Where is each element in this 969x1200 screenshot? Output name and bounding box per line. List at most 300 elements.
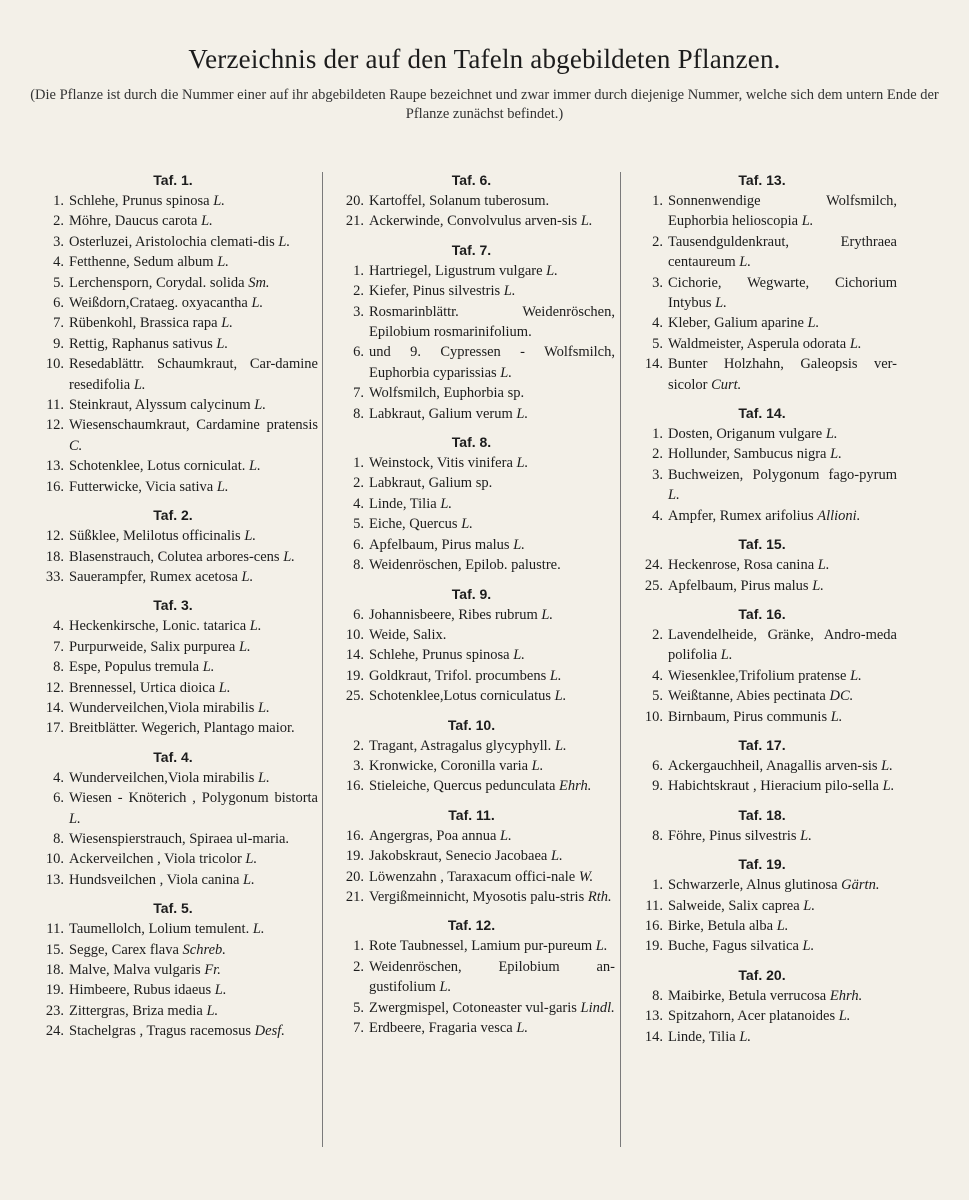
entry-text — [69, 678, 318, 698]
entry-number: 14. — [644, 1028, 663, 1045]
plate-heading: Taf. 17. — [738, 736, 786, 753]
entry-text — [369, 776, 615, 796]
plant-name: Vergißmeinnicht, Myosotis palu-stris — [369, 888, 585, 905]
plant-name: Apfelbaum, Pirus malus — [369, 536, 510, 553]
entry-text — [369, 666, 615, 686]
plant-entry — [328, 846, 615, 866]
author-abbreviation: Rth. — [587, 888, 612, 905]
entry-number: 8. — [652, 987, 663, 1004]
plate-heading: Taf. 3. — [153, 597, 193, 614]
plant-entry — [328, 404, 615, 424]
entry-text — [369, 686, 615, 706]
entry-number: 18. — [45, 962, 64, 978]
entry-text — [668, 625, 897, 666]
entry-number: 6. — [652, 757, 663, 774]
entry-text — [69, 456, 318, 476]
author-abbreviation: L. — [595, 938, 608, 955]
entry-text — [369, 514, 615, 534]
plant-name: Ackerveilchen , Viola tricolor — [69, 851, 242, 868]
plant-entry — [328, 625, 615, 645]
plant-name: Wiesen - Knöterich , Polygonum bistorta — [69, 790, 318, 807]
author-abbreviation: L. — [551, 848, 563, 865]
plate-section — [627, 534, 897, 596]
column-middle — [328, 170, 615, 1155]
entry-number: 21. — [345, 213, 364, 230]
entry-text — [668, 896, 897, 916]
author-abbreviation: Curt. — [711, 376, 742, 393]
plant-entry — [28, 313, 318, 333]
plant-entry — [627, 506, 897, 526]
column-right — [627, 170, 897, 1155]
plant-entry — [28, 960, 318, 980]
plant-name: Wiesenklee,Trifolium pratense — [668, 667, 847, 684]
entry-number: 6. — [353, 536, 364, 553]
plant-name: Cichorie, Wegwarte, Cichorium Intybus — [668, 274, 897, 312]
entry-number: 2. — [353, 958, 364, 975]
plate-heading: Taf. 10. — [447, 716, 496, 733]
author-abbreviation: L. — [217, 254, 229, 271]
entry-text — [369, 936, 615, 956]
entry-number: 20. — [345, 193, 364, 209]
plant-entry — [328, 473, 615, 493]
plant-name: Himbeere, Rubus idaeus — [69, 982, 212, 999]
plant-name: Heckenkirsche, Lonic. tatarica — [69, 618, 247, 635]
entry-number: 17. — [45, 720, 64, 737]
entry-number: 1. — [353, 455, 364, 472]
plant-name: Tausendguldenkraut, Erythraea centaureum — [668, 233, 897, 271]
entry-text — [369, 756, 615, 776]
plant-name: Zwergmispel, Cotoneaster vul-garis — [369, 999, 577, 1016]
plant-entry — [627, 576, 897, 596]
entry-text — [668, 232, 897, 273]
author-abbreviation: L. — [69, 810, 81, 827]
entry-text — [668, 986, 897, 1006]
entry-text — [69, 616, 318, 636]
plant-entry — [627, 896, 897, 916]
plant-entry — [28, 191, 318, 211]
plant-entry — [28, 768, 318, 788]
plant-name: Erdbeere, Fragaria vesca — [369, 1020, 513, 1036]
plant-index — [0, 170, 969, 1155]
page-subtitle: (Die Pflanze ist durch die Nummer einer auf ihr abgebildeten Raupe bezeichnet und zwar immer durch diejenige Nummer, welche sich dem untern Ende der Pflanze zunächst befindet.) — [30, 87, 939, 122]
author-abbreviation: L. — [817, 557, 830, 574]
entry-number: 2. — [652, 233, 663, 250]
author-abbreviation: L. — [216, 335, 229, 352]
plant-name: Malve, Malva vulgaris — [69, 962, 201, 978]
plant-name: Stachelgras , Tragus racemosus — [69, 1023, 252, 1040]
plant-name: Föhre, Pinus silvestris — [668, 827, 797, 844]
plant-name: Ackerwinde, Convolvulus arven-sis — [369, 213, 578, 230]
author-abbreviation: Fr. — [204, 962, 221, 978]
entry-text — [369, 453, 615, 473]
author-abbreviation: L. — [503, 283, 516, 300]
plant-name: Maibirke, Betula verrucosa — [668, 987, 827, 1004]
entry-text — [668, 686, 897, 706]
plant-entry — [627, 686, 897, 706]
plant-name: Schotenklee,Lotus corniculatus — [369, 688, 552, 705]
plant-entry — [627, 875, 897, 895]
author-abbreviation: L. — [245, 851, 258, 868]
entry-number: 1. — [53, 193, 64, 209]
entry-text — [668, 936, 897, 956]
author-abbreviation: L. — [882, 778, 895, 795]
plant-name: Schotenklee, Lotus corniculat. — [69, 458, 246, 475]
plant-entry — [328, 998, 615, 1018]
entry-text — [69, 252, 318, 272]
entry-number: 2. — [353, 475, 364, 492]
plant-entry — [627, 986, 897, 1006]
entry-number: 7. — [53, 315, 64, 332]
plate-section — [328, 805, 615, 908]
entry-number: 25. — [345, 688, 364, 705]
plant-entry — [328, 211, 615, 231]
entry-text — [369, 887, 615, 907]
entry-number: 2. — [353, 737, 364, 754]
plant-entry — [328, 514, 615, 534]
entry-text — [668, 666, 897, 686]
entry-number: 19. — [345, 848, 364, 865]
entry-text — [369, 342, 615, 383]
entry-text — [369, 867, 615, 887]
page-title: Verzeichnis der auf den Tafeln abgebildeten Pflanzen. — [188, 44, 781, 74]
entry-number: 1. — [652, 426, 663, 443]
entry-number: 25. — [644, 577, 663, 594]
plant-entry — [627, 444, 897, 464]
author-abbreviation: L. — [278, 233, 291, 250]
entry-text — [369, 826, 615, 846]
author-abbreviation: L. — [776, 917, 789, 934]
author-abbreviation: L. — [500, 364, 512, 381]
entry-number: 18. — [45, 548, 64, 565]
plant-name: Linde, Tilia — [369, 495, 437, 512]
plant-entry — [328, 555, 615, 575]
plate-heading: Taf. 16. — [738, 605, 786, 622]
plant-name: Schlehe, Prunus spinosa — [69, 193, 210, 209]
plant-entry — [627, 313, 897, 333]
plant-entry — [28, 940, 318, 960]
plant-entry — [28, 334, 318, 354]
plant-entry — [328, 887, 615, 907]
entry-text — [369, 645, 615, 665]
plate-heading: Taf. 13. — [738, 172, 786, 188]
entry-number: 8. — [353, 405, 364, 422]
entry-number: 19. — [45, 982, 64, 999]
plant-name: Johannisbeere, Ribes rubrum — [369, 606, 538, 623]
entry-number: 13. — [45, 871, 64, 888]
plant-name: Breitblätter. Wegerich, Plantago maior. — [69, 720, 295, 737]
plant-name: Blasenstrauch, Colutea arbores-cens — [69, 548, 280, 565]
entry-text — [69, 334, 318, 354]
plant-entry — [28, 567, 318, 587]
author-abbreviation: L. — [216, 478, 229, 495]
entry-number: 2. — [53, 213, 64, 230]
entry-number: 12. — [45, 528, 64, 545]
entry-number: 1. — [652, 193, 663, 209]
column-left — [28, 170, 318, 1155]
entry-text — [69, 313, 318, 333]
entry-text — [69, 788, 318, 829]
entry-text — [668, 875, 897, 895]
plant-name: Lerchensporn, Corydal. solida — [69, 274, 245, 291]
entry-number: 1. — [353, 262, 364, 279]
plate-section — [328, 915, 615, 1038]
plate-section — [28, 595, 318, 738]
plant-name: Möhre, Daucus carota — [69, 213, 198, 230]
author-abbreviation: L. — [802, 938, 815, 955]
author-abbreviation: Desf. — [254, 1023, 285, 1040]
plant-name: Birke, Betula alba — [668, 917, 774, 934]
entry-text — [69, 1001, 318, 1021]
entry-text — [369, 494, 615, 514]
plant-entry — [627, 1006, 897, 1026]
entry-number: 14. — [45, 699, 64, 716]
plate-heading: Taf. 12. — [447, 917, 496, 934]
entry-number: 3. — [353, 757, 364, 774]
entry-text — [69, 718, 318, 738]
plant-name: Segge, Carex flava — [69, 941, 179, 958]
entry-text — [69, 191, 318, 211]
plant-name: Labkraut, Galium sp. — [369, 475, 493, 492]
entry-text — [69, 211, 318, 231]
author-abbreviation: L. — [807, 315, 820, 332]
author-abbreviation: L. — [554, 737, 567, 754]
entry-text — [668, 916, 897, 936]
entry-text — [69, 980, 318, 1000]
plant-entry — [627, 936, 897, 956]
author-abbreviation: Allioni. — [817, 507, 861, 524]
entry-text — [369, 281, 615, 301]
entry-number: 6. — [353, 344, 364, 361]
plant-entry — [28, 637, 318, 657]
entry-number: 11. — [46, 921, 64, 938]
plant-name: Zittergras, Briza media — [69, 1002, 203, 1019]
plant-entry — [627, 666, 897, 686]
plate-heading: Taf. 7. — [451, 241, 492, 258]
plant-name: und 9. Cypressen - Wolfsmilch, Euphorbia cyparissias — [369, 344, 615, 381]
entry-number: 33. — [45, 568, 64, 585]
entry-number: 1. — [353, 938, 364, 955]
plant-name: Schlehe, Prunus spinosa — [369, 647, 510, 664]
plant-entry — [28, 849, 318, 869]
plant-entry — [328, 191, 615, 211]
entry-number: 3. — [652, 466, 663, 483]
plant-entry — [328, 686, 615, 706]
plant-name: Löwenzahn , Taraxacum offici-nale — [369, 868, 576, 885]
plate-section — [328, 715, 615, 797]
author-abbreviation: L. — [201, 213, 213, 230]
author-abbreviation: L. — [258, 769, 270, 786]
entry-text — [668, 465, 897, 506]
entry-text — [668, 756, 897, 776]
entry-text — [69, 273, 318, 293]
plate-section — [627, 170, 897, 395]
plant-entry — [28, 547, 318, 567]
entry-number: 10. — [45, 851, 64, 868]
author-abbreviation: L. — [243, 871, 255, 888]
entry-text — [69, 829, 318, 849]
entry-text — [668, 334, 897, 354]
entry-text — [668, 354, 897, 395]
author-abbreviation: L. — [202, 659, 215, 676]
entry-text — [369, 846, 615, 866]
author-abbreviation: L. — [258, 699, 270, 716]
plant-entry — [627, 756, 897, 776]
entry-text — [369, 555, 615, 575]
plant-name: Sauerampfer, Rumex acetosa — [69, 568, 238, 585]
entry-number: 19. — [345, 667, 364, 684]
entry-number: 4. — [652, 507, 663, 524]
plate-section — [627, 604, 897, 727]
plant-entry — [328, 605, 615, 625]
author-abbreviation: L. — [549, 667, 562, 684]
entry-number: 12. — [45, 679, 64, 696]
entry-number: 9. — [652, 778, 663, 795]
plate-heading: Taf. 9. — [451, 585, 492, 602]
plant-name: Hartriegel, Ligustrum vulgare — [369, 262, 543, 279]
plant-name: Kleber, Galium aparine — [668, 315, 804, 332]
author-abbreviation: L. — [800, 827, 812, 844]
plant-entry — [28, 232, 318, 252]
plant-name: Angergras, Poa annua — [369, 827, 497, 844]
plant-name: Lavendelheide, Gränke, Andro-meda polifolia — [668, 626, 897, 664]
author-abbreviation: L. — [238, 638, 251, 655]
entry-number: 20. — [345, 868, 364, 885]
plant-name: Ackergauchheil, Anagallis arven-sis — [668, 757, 878, 774]
entry-text — [69, 768, 318, 788]
plant-entry — [28, 526, 318, 546]
plate-heading: Taf. 1. — [153, 172, 193, 188]
plant-name: Heckenrose, Rosa canina — [668, 557, 815, 574]
entry-text — [69, 354, 318, 395]
entry-number: 6. — [53, 295, 64, 312]
plant-name: Weinstock, Vitis vinifera — [369, 455, 513, 472]
plant-entry — [328, 826, 615, 846]
plate-section — [627, 403, 897, 526]
plant-name: Salweide, Salix caprea — [668, 897, 800, 914]
plant-name: Purpurweide, Salix purpurea — [69, 638, 236, 655]
plate-section — [627, 854, 897, 957]
plant-name: Eiche, Quercus — [369, 516, 458, 533]
author-abbreviation: L. — [739, 1028, 752, 1045]
entry-number: 4. — [652, 315, 663, 332]
plant-entry — [328, 756, 615, 776]
plant-entry — [328, 261, 615, 281]
plate-heading: Taf. 15. — [738, 536, 786, 553]
author-abbreviation: L. — [825, 426, 838, 443]
entry-number: 7. — [353, 1020, 364, 1036]
plant-name: Dosten, Origanum vulgare — [668, 426, 823, 443]
author-abbreviation: Lindl. — [580, 999, 615, 1016]
plant-entry — [28, 829, 318, 849]
author-abbreviation: L. — [715, 295, 727, 312]
entry-text — [668, 1006, 897, 1026]
plant-entry — [28, 657, 318, 677]
plant-name: Buchweizen, Polygonum fago-pyrum — [668, 466, 897, 483]
plant-name: Taumellolch, Lolium temulent. — [69, 921, 250, 938]
entry-text — [69, 919, 318, 939]
entry-text — [69, 657, 318, 677]
author-abbreviation: L. — [440, 495, 453, 512]
entry-number: 5. — [53, 274, 64, 291]
entry-text — [69, 293, 318, 313]
entry-number: 3. — [652, 274, 663, 291]
entry-number: 15. — [45, 941, 64, 958]
plant-name: Schwarzerle, Alnus glutinosa — [668, 877, 838, 894]
entry-text — [69, 547, 318, 567]
plant-name: Süßklee, Melilotus officinalis — [69, 528, 241, 545]
author-abbreviation: L. — [218, 679, 231, 696]
plant-name: Espe, Populus tremula — [69, 659, 200, 676]
author-abbreviation: L. — [838, 1008, 851, 1025]
entry-number: 3. — [353, 303, 364, 320]
plant-name: Fetthenne, Sedum album — [69, 254, 214, 271]
entry-text — [69, 477, 318, 497]
plant-entry — [328, 535, 615, 555]
plant-entry — [627, 465, 897, 506]
plant-entry — [627, 776, 897, 796]
plant-name: Resedablättr. Schaumkraut, Car-damine resedifolia — [69, 356, 318, 393]
plant-entry — [328, 281, 615, 301]
entry-text — [668, 506, 897, 526]
entry-number: 10. — [45, 356, 64, 373]
plant-name: Rübenkohl, Brassica rapa — [69, 315, 218, 332]
plant-entry — [28, 919, 318, 939]
entry-text — [69, 849, 318, 869]
entry-number: 16. — [644, 917, 663, 934]
author-abbreviation: L. — [739, 254, 751, 271]
author-abbreviation: L. — [241, 568, 254, 585]
plant-name: Rosmarinblättr. Weidenröschen, Epilobium rosmarinifolium. — [369, 303, 615, 341]
plant-name: Buche, Fagus silvatica — [668, 938, 799, 955]
plant-name: Osterluzei, Aristolochia clemati-dis — [69, 233, 275, 250]
entry-number: 7. — [353, 385, 364, 402]
plant-entry — [28, 211, 318, 231]
author-abbreviation: L. — [849, 335, 862, 352]
entry-number: 11. — [645, 897, 663, 914]
plant-entry — [627, 334, 897, 354]
author-abbreviation: L. — [668, 487, 680, 504]
entry-text — [69, 960, 318, 980]
author-abbreviation: L. — [513, 647, 525, 664]
author-abbreviation: DC. — [829, 688, 854, 705]
author-abbreviation: L. — [249, 458, 261, 475]
entry-text — [369, 383, 615, 403]
entry-number: 5. — [652, 688, 663, 705]
entry-text — [668, 555, 897, 575]
plant-entry — [328, 383, 615, 403]
plant-entry — [627, 916, 897, 936]
entry-text — [369, 302, 615, 343]
plant-entry — [28, 980, 318, 1000]
plant-name: Wiesenspierstrauch, Spiraea ul-maria. — [69, 830, 290, 847]
plate-heading: Taf. 19. — [738, 856, 786, 873]
plant-entry — [28, 788, 318, 829]
author-abbreviation: L. — [516, 1020, 529, 1036]
entry-number: 13. — [644, 1008, 663, 1025]
plant-name: Jakobskraut, Senecio Jacobaea — [369, 848, 548, 865]
plant-entry — [28, 415, 318, 456]
plant-entry — [627, 707, 897, 727]
plant-entry — [328, 957, 615, 998]
author-abbreviation: Schreb. — [182, 941, 226, 958]
entry-number: 4. — [53, 769, 64, 786]
plant-entry — [328, 936, 615, 956]
plant-name: Wunderveilchen,Viola mirabilis — [69, 699, 255, 716]
plate-section — [328, 170, 615, 232]
entry-number: 1. — [652, 877, 663, 894]
entry-text — [369, 473, 615, 493]
entry-text — [668, 1027, 897, 1047]
